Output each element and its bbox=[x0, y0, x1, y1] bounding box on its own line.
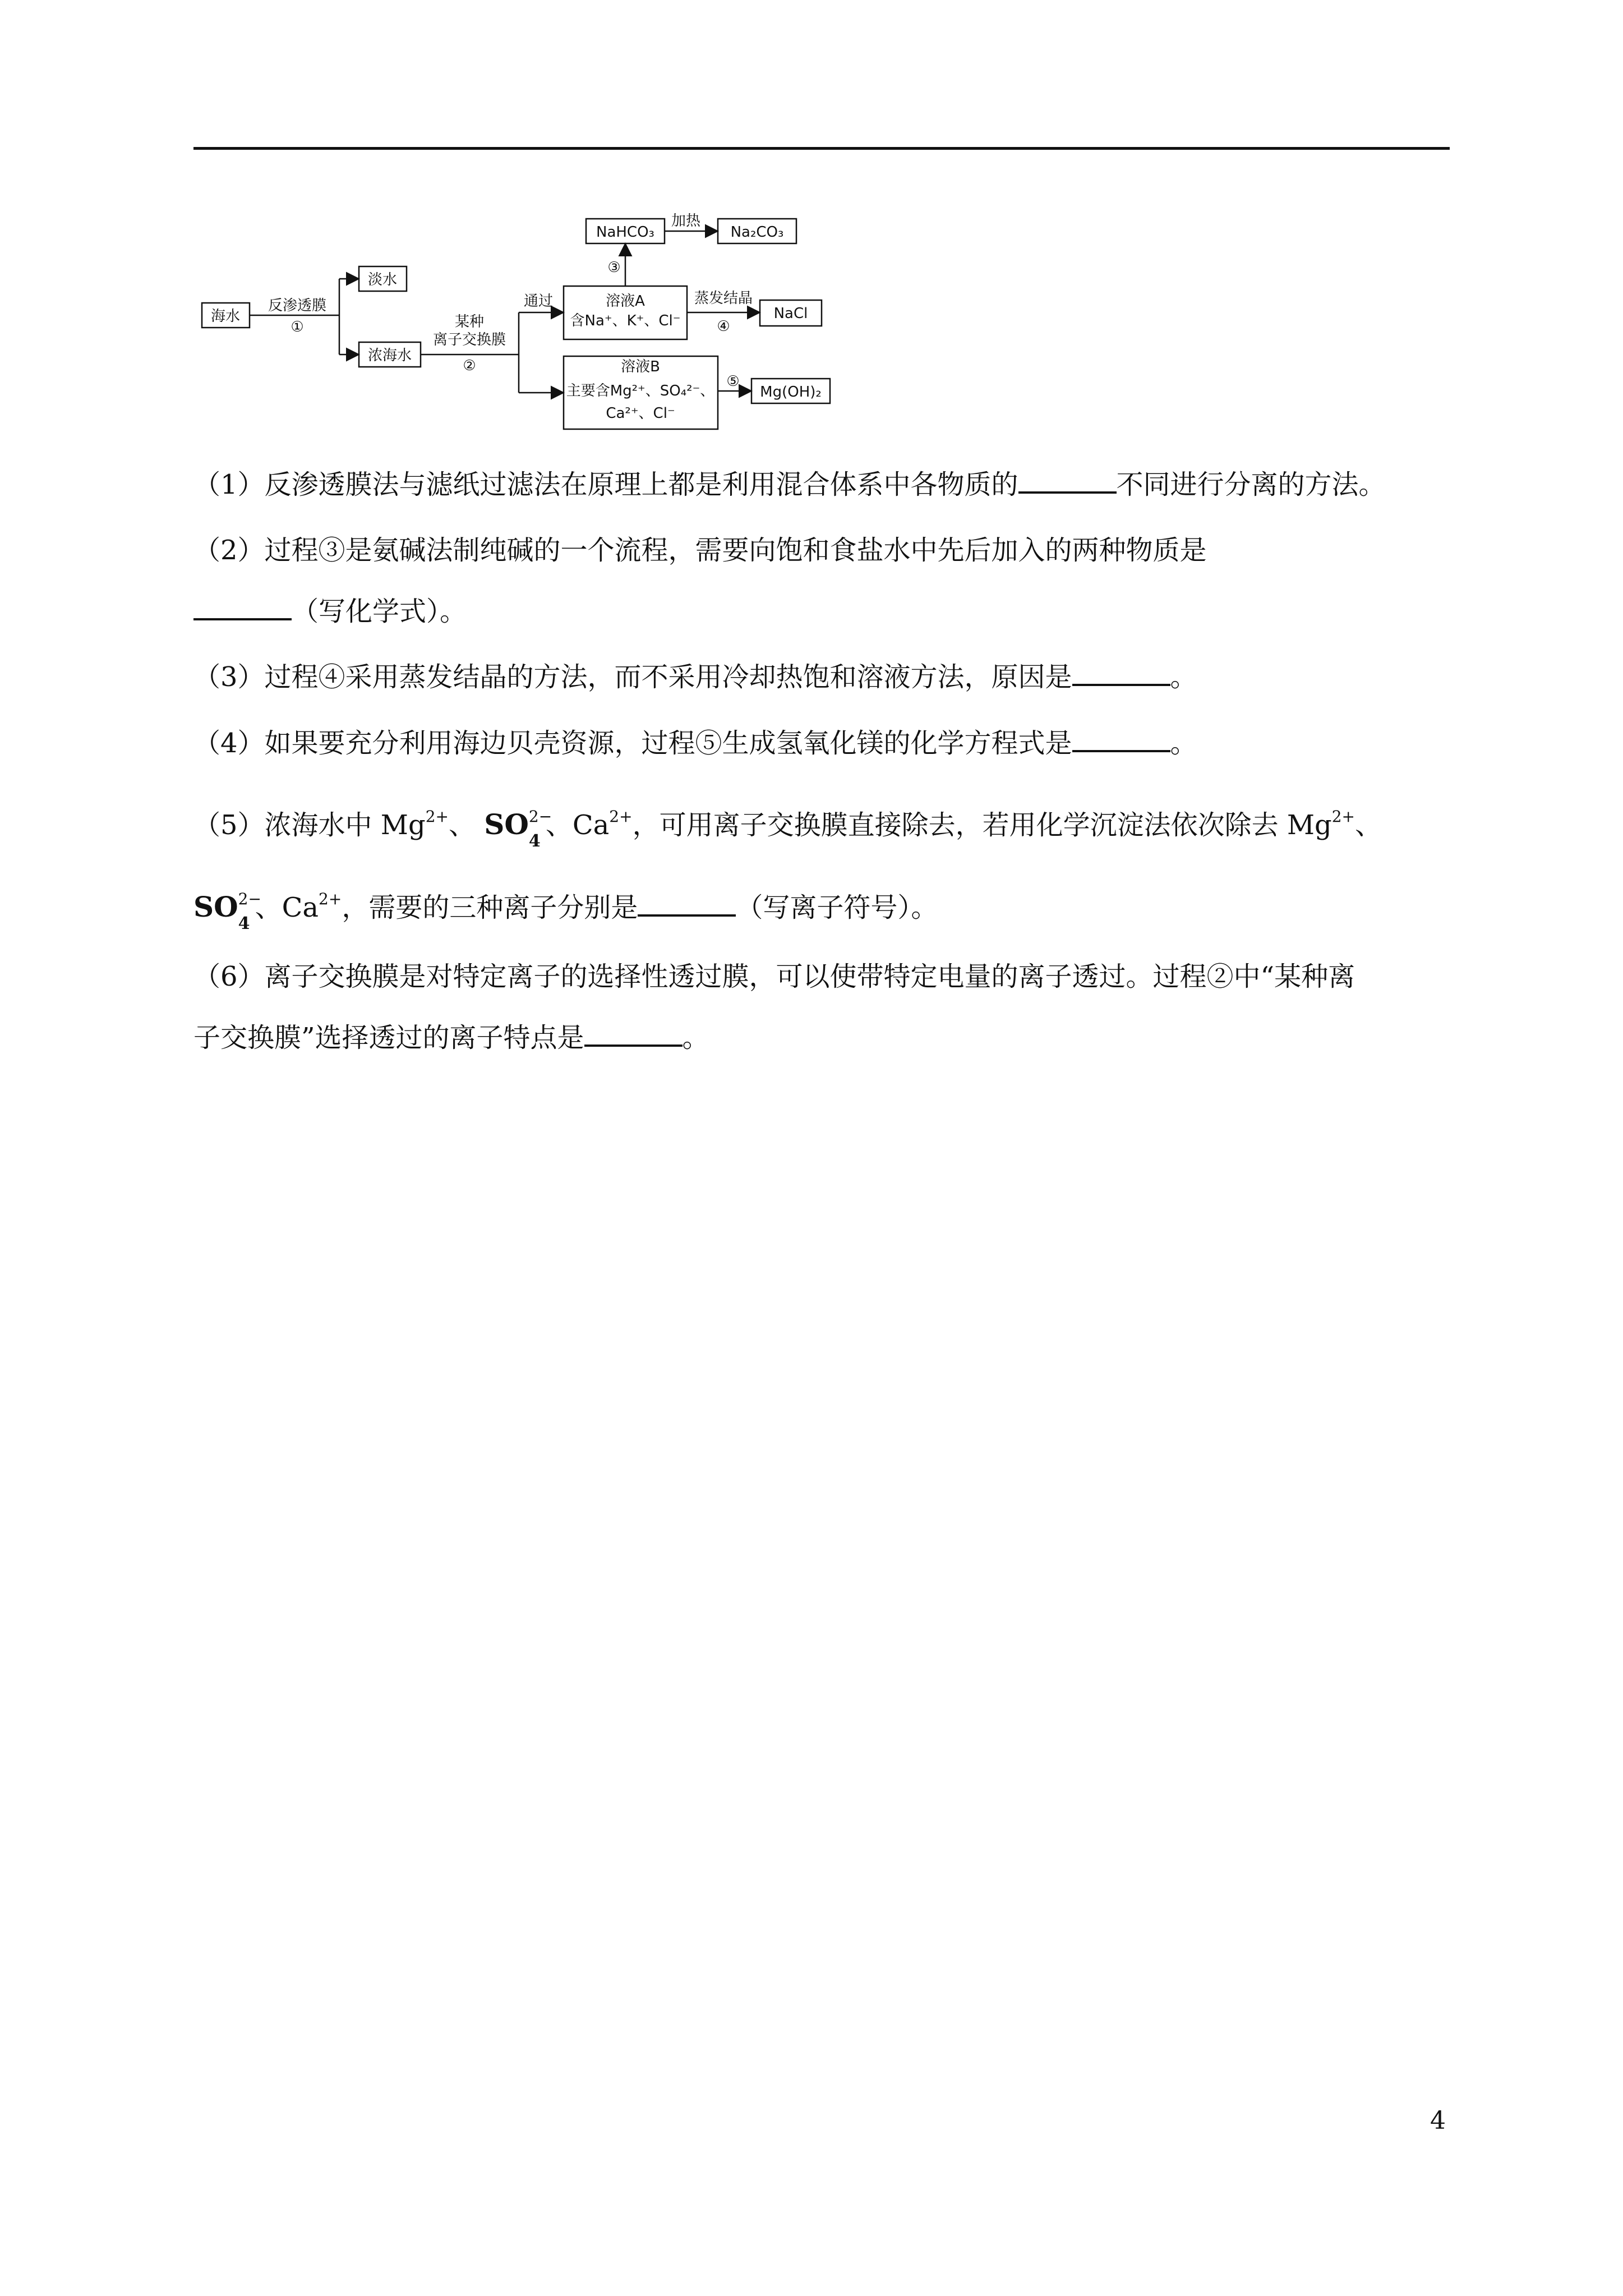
solution-b-line1: 主要含Mg²⁺、SO₄²⁻、 bbox=[566, 383, 715, 399]
ro-label: 反渗透膜 bbox=[268, 297, 327, 314]
question-2-cont: （写化学式）。 bbox=[193, 593, 1455, 629]
arrow-seawater-branch bbox=[250, 279, 339, 355]
na2co3-label: Na₂CO₃ bbox=[730, 224, 784, 241]
pass-label: 通过 bbox=[523, 293, 554, 310]
question-3: （3）过程④采用蒸发结晶的方法，而不采用冷却热饱和溶液方法，原因是 。 bbox=[193, 659, 1455, 694]
answer-blank-6 bbox=[584, 1020, 683, 1047]
answer-blank-4 bbox=[1072, 725, 1170, 752]
answer-blank-3 bbox=[1072, 659, 1170, 686]
solution-b-title: 溶液B bbox=[621, 358, 660, 375]
answer-blank-5 bbox=[638, 890, 736, 917]
heat-label: 加热 bbox=[671, 213, 701, 229]
step3-label: ③ bbox=[607, 259, 621, 276]
question-5-cont: SO 2− 4 、$Ca^{2+}$，需要的三种离子分别是 （写离子符号）。 bbox=[193, 890, 938, 933]
step2-label: ② bbox=[463, 357, 476, 374]
question-1: （1）反渗透膜法与滤纸过滤法在原理上都是利用混合体系中各物质的 不同进行分离的方法。 bbox=[193, 467, 1455, 502]
answer-blank-1 bbox=[1018, 467, 1117, 494]
question-2: （2）过程③是氨碱法制纯碱的一个流程，需要向饱和食盐水中先后加入的两种物质是 bbox=[193, 535, 1207, 566]
seawater-label: 海水 bbox=[210, 308, 241, 325]
step4-label: ④ bbox=[717, 318, 730, 335]
solution-a-desc: 含Na⁺、K⁺、Cl⁻ bbox=[570, 312, 681, 329]
header-rule bbox=[193, 147, 1450, 150]
question-5: （5）浓海水中 $Mg^{2+}$、 SO 2− 4 、$Ca^{2+}$，可用离子交换膜直接除去，若用化学沉淀法依次除去 $Mg^{2+}$、 bbox=[193, 807, 1382, 851]
brine-label: 浓海水 bbox=[367, 347, 412, 364]
evaporate-label: 蒸发结晶 bbox=[694, 290, 753, 307]
sulfate-ion: SO 2− 4 bbox=[484, 807, 552, 851]
page-number: 4 bbox=[1430, 2106, 1446, 2135]
mgoh2-label: Mg(OH)₂ bbox=[760, 384, 822, 401]
solution-a-title: 溶液A bbox=[606, 293, 645, 310]
nahco3-label: NaHCO₃ bbox=[596, 224, 654, 241]
nacl-label: NaCl bbox=[773, 305, 808, 322]
membrane-label-2: 离子交换膜 bbox=[432, 332, 506, 348]
flow-diagram bbox=[199, 208, 895, 432]
sulfate-ion: SO 2− 4 bbox=[193, 890, 261, 933]
membrane-label-1: 某种 bbox=[454, 314, 485, 330]
solution-b-line2: Ca²⁺、Cl⁻ bbox=[606, 405, 675, 422]
fresh-water-label: 淡水 bbox=[367, 272, 398, 288]
answer-blank-2 bbox=[193, 593, 292, 620]
question-4: （4）如果要充分利用海边贝壳资源，过程⑤生成氢氧化镁的化学方程式是 。 bbox=[193, 725, 1455, 761]
question-6: （6）离子交换膜是对特定离子的选择性透过膜，可以使带特定电量的离子透过。过程②中“某种离 bbox=[193, 961, 1355, 992]
question-6-cont: 子交换膜”选择透过的离子特点是 。 bbox=[193, 1020, 1455, 1055]
step5-label: ⑤ bbox=[726, 373, 740, 390]
step1-label: ① bbox=[291, 319, 304, 335]
